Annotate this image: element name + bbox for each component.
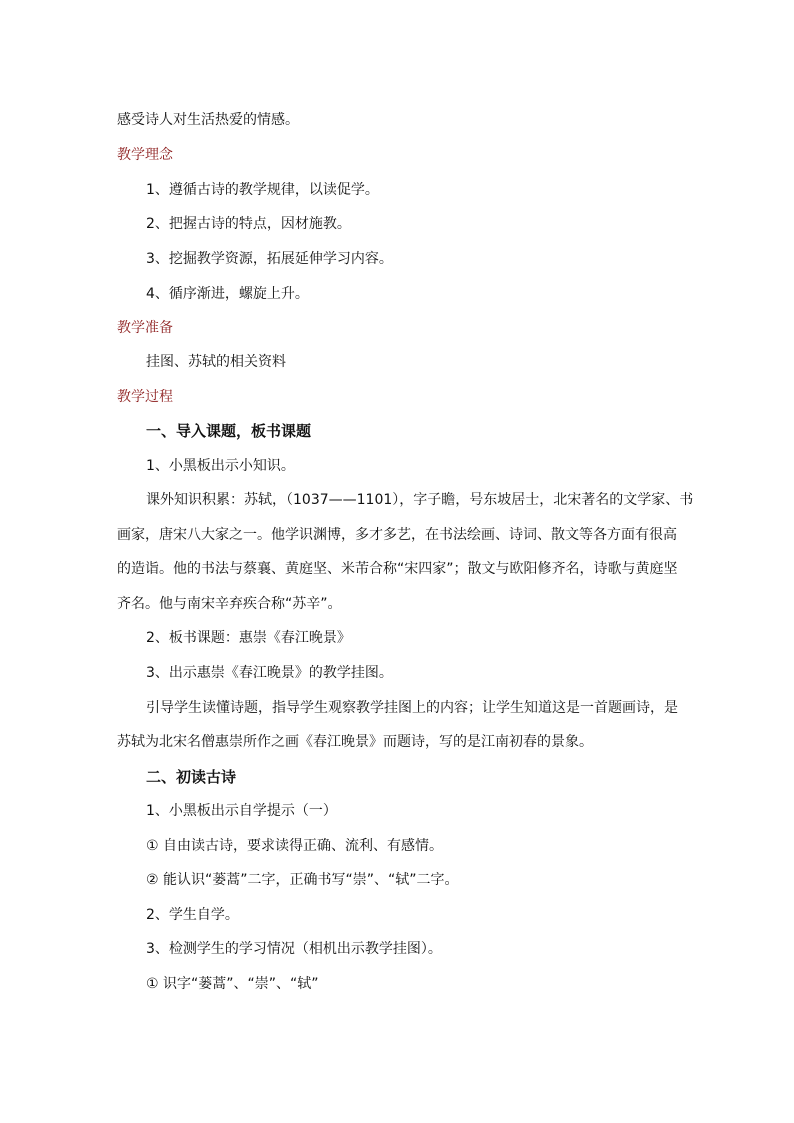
part1-step3: 3、出示惠崇《春江晚景》的教学挂图。 bbox=[146, 665, 393, 681]
knowledge-line-1: 课外知识积累：苏轼，（1037——1101），字子瞻，号东坡居士，北宋著名的文学家、书 bbox=[146, 492, 694, 508]
tip-item-2: ② 能认识“蒌蒿”二字，正确书写“崇”、“轼”二字。 bbox=[146, 872, 459, 888]
section-heading-teaching-concept: 教学理念 bbox=[117, 147, 173, 163]
part2-step1: 1、小黑板出示自学提示（一） bbox=[146, 803, 337, 819]
prep-content: 挂图、苏轼的相关资料 bbox=[146, 354, 286, 370]
check-item-1: ① 识字“蒌蒿”、“崇”、“轼” bbox=[146, 976, 319, 992]
part1-step1: 1、小黑板出示小知识。 bbox=[146, 458, 295, 474]
knowledge-line-4: 齐名。他与南宋辛弃疾合称“苏辛”。 bbox=[117, 596, 342, 612]
concept-item-4: 4、循序渐进，螺旋上升。 bbox=[146, 286, 309, 302]
knowledge-line-2: 画家，唐宋八大家之一。他学识渊博，多才多艺，在书法绘画、诗词、散文等各方面有很高 bbox=[117, 527, 677, 543]
part1-step2: 2、板书课题：惠崇《春江晚景》 bbox=[146, 630, 351, 646]
part2-step2: 2、学生自学。 bbox=[146, 907, 239, 923]
knowledge-line-3: 的造诣。他的书法与蔡襄、黄庭坚、米芾合称“宋四家”；散文与欧阳修齐名，诗歌与黄庭坚 bbox=[117, 561, 678, 577]
guide-line-2: 苏轼为北宋名僧惠崇所作之画《春江晚景》而题诗，写的是江南初春的景象。 bbox=[117, 734, 593, 750]
tip-item-1: ① 自由读古诗，要求读得正确、流利、有感情。 bbox=[146, 838, 443, 854]
concept-item-2: 2、把握古诗的特点，因材施教。 bbox=[146, 216, 351, 232]
part2-title: 二、初读古诗 bbox=[146, 768, 237, 786]
intro-tail-text: 感受诗人对生活热爱的情感。 bbox=[117, 112, 299, 128]
concept-item-1: 1、遵循古诗的教学规律，以读促学。 bbox=[146, 182, 379, 198]
concept-item-3: 3、挖掘教学资源，拓展延伸学习内容。 bbox=[146, 251, 393, 267]
guide-line-1: 引导学生读懂诗题，指导学生观察教学挂图上的内容；让学生知道这是一首题画诗，是 bbox=[146, 700, 678, 716]
part1-title: 一、导入课题，板书课题 bbox=[146, 422, 312, 440]
section-heading-teaching-process: 教学过程 bbox=[117, 389, 173, 405]
section-heading-teaching-prep: 教学准备 bbox=[117, 320, 173, 336]
part2-step3: 3、检测学生的学习情况（相机出示教学挂图）。 bbox=[146, 941, 442, 957]
